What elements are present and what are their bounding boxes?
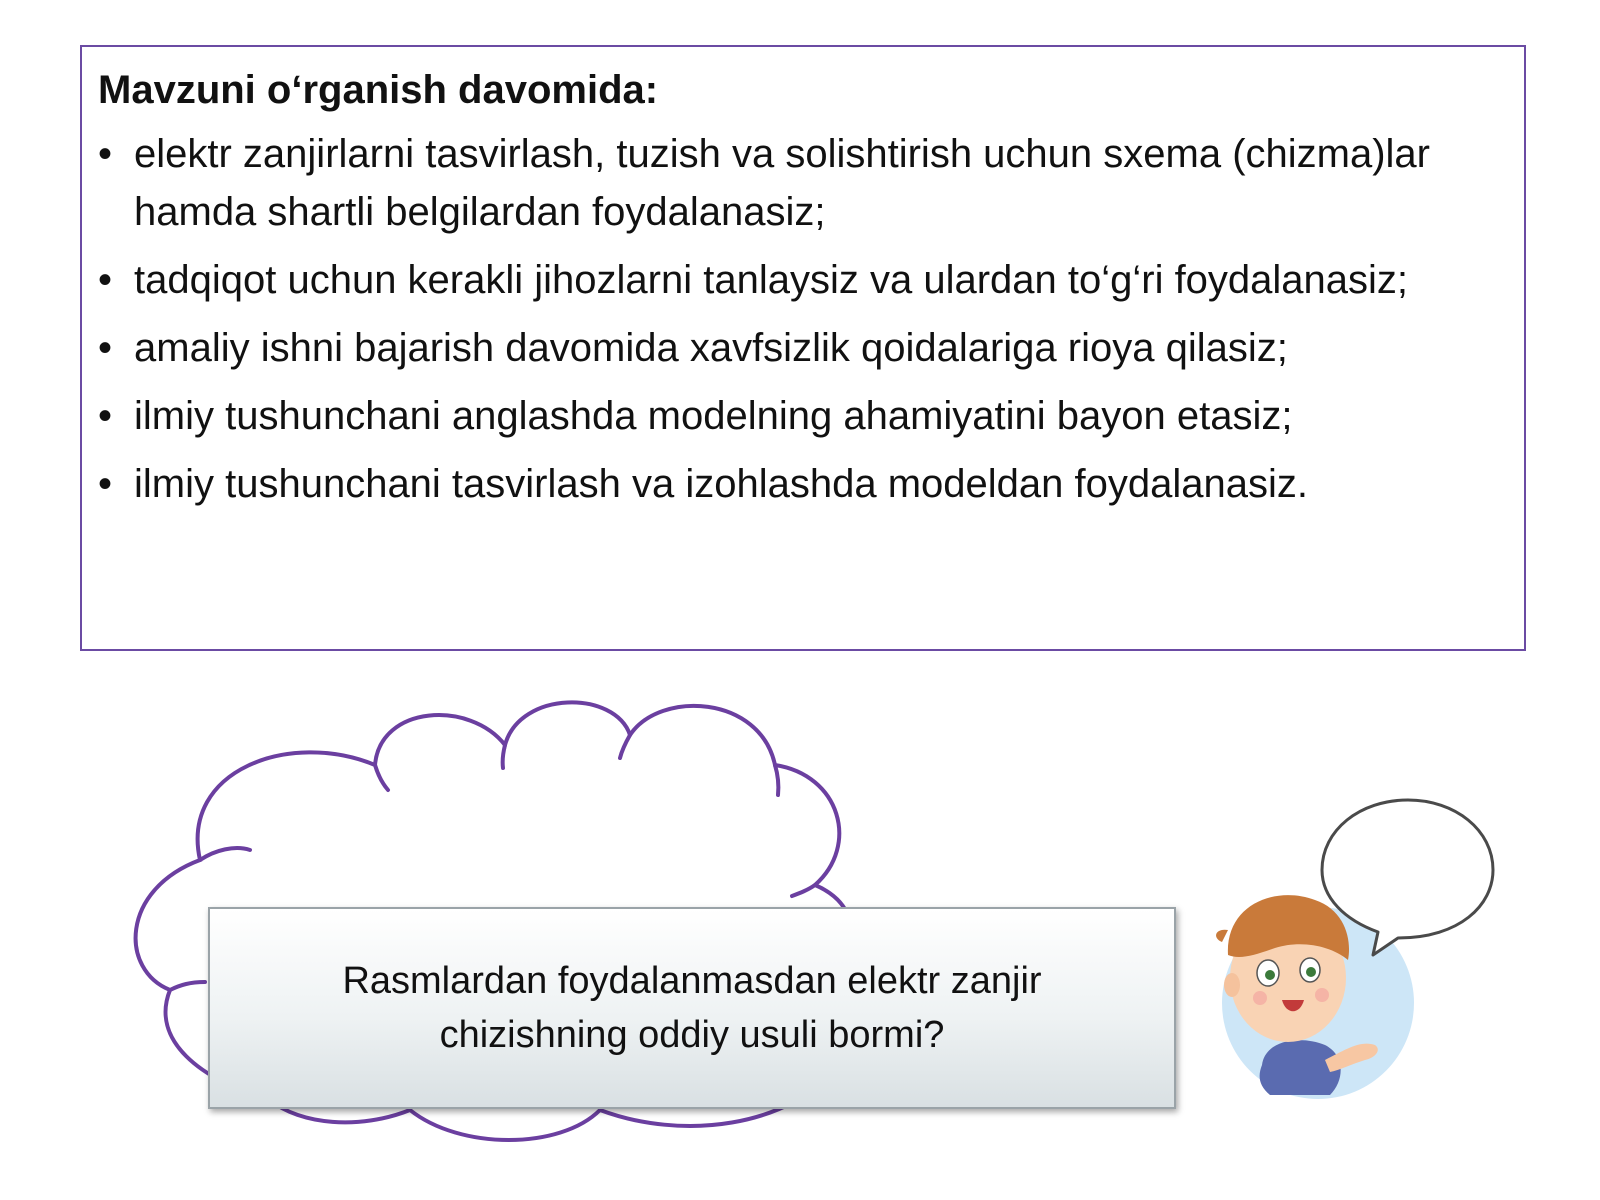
question-box <box>208 907 1176 1109</box>
question-text: Rasmlardan foydalanmasdan elektr zanjir chizishning oddiy usuli bormi? <box>342 960 1042 1056</box>
bullet-icon: • <box>98 394 113 438</box>
objective-text: ilmiy tushunchani anglashda modelning ahamiyatini bayon etasiz; <box>134 394 1293 438</box>
bullet-icon: • <box>98 326 113 370</box>
objective-text: amaliy ishni bajarish davomida xavfsizlik qoidalariga rioya qilasiz; <box>134 326 1288 370</box>
objective-text: tadqiqot uchun kerakli jihozlarni tanlaysiz va ulardan to‘g‘ri foydalanasiz; <box>134 258 1409 302</box>
bullet-icon: • <box>98 132 113 176</box>
objective-text: elektr zanjirlarni tasvirlash, tuzish va solishtirish uchun sxema (chizma)lar hamda shartli belgilardan foydalanasiz; <box>134 132 1430 234</box>
bullet-icon: • <box>98 462 113 506</box>
objective-text: ilmiy tushunchani tasvirlash va izohlashda modeldan foydalanasiz. <box>134 462 1308 506</box>
objectives-heading: Mavzuni o‘rganish davomida: <box>98 68 659 112</box>
bullet-icon: • <box>98 258 113 302</box>
